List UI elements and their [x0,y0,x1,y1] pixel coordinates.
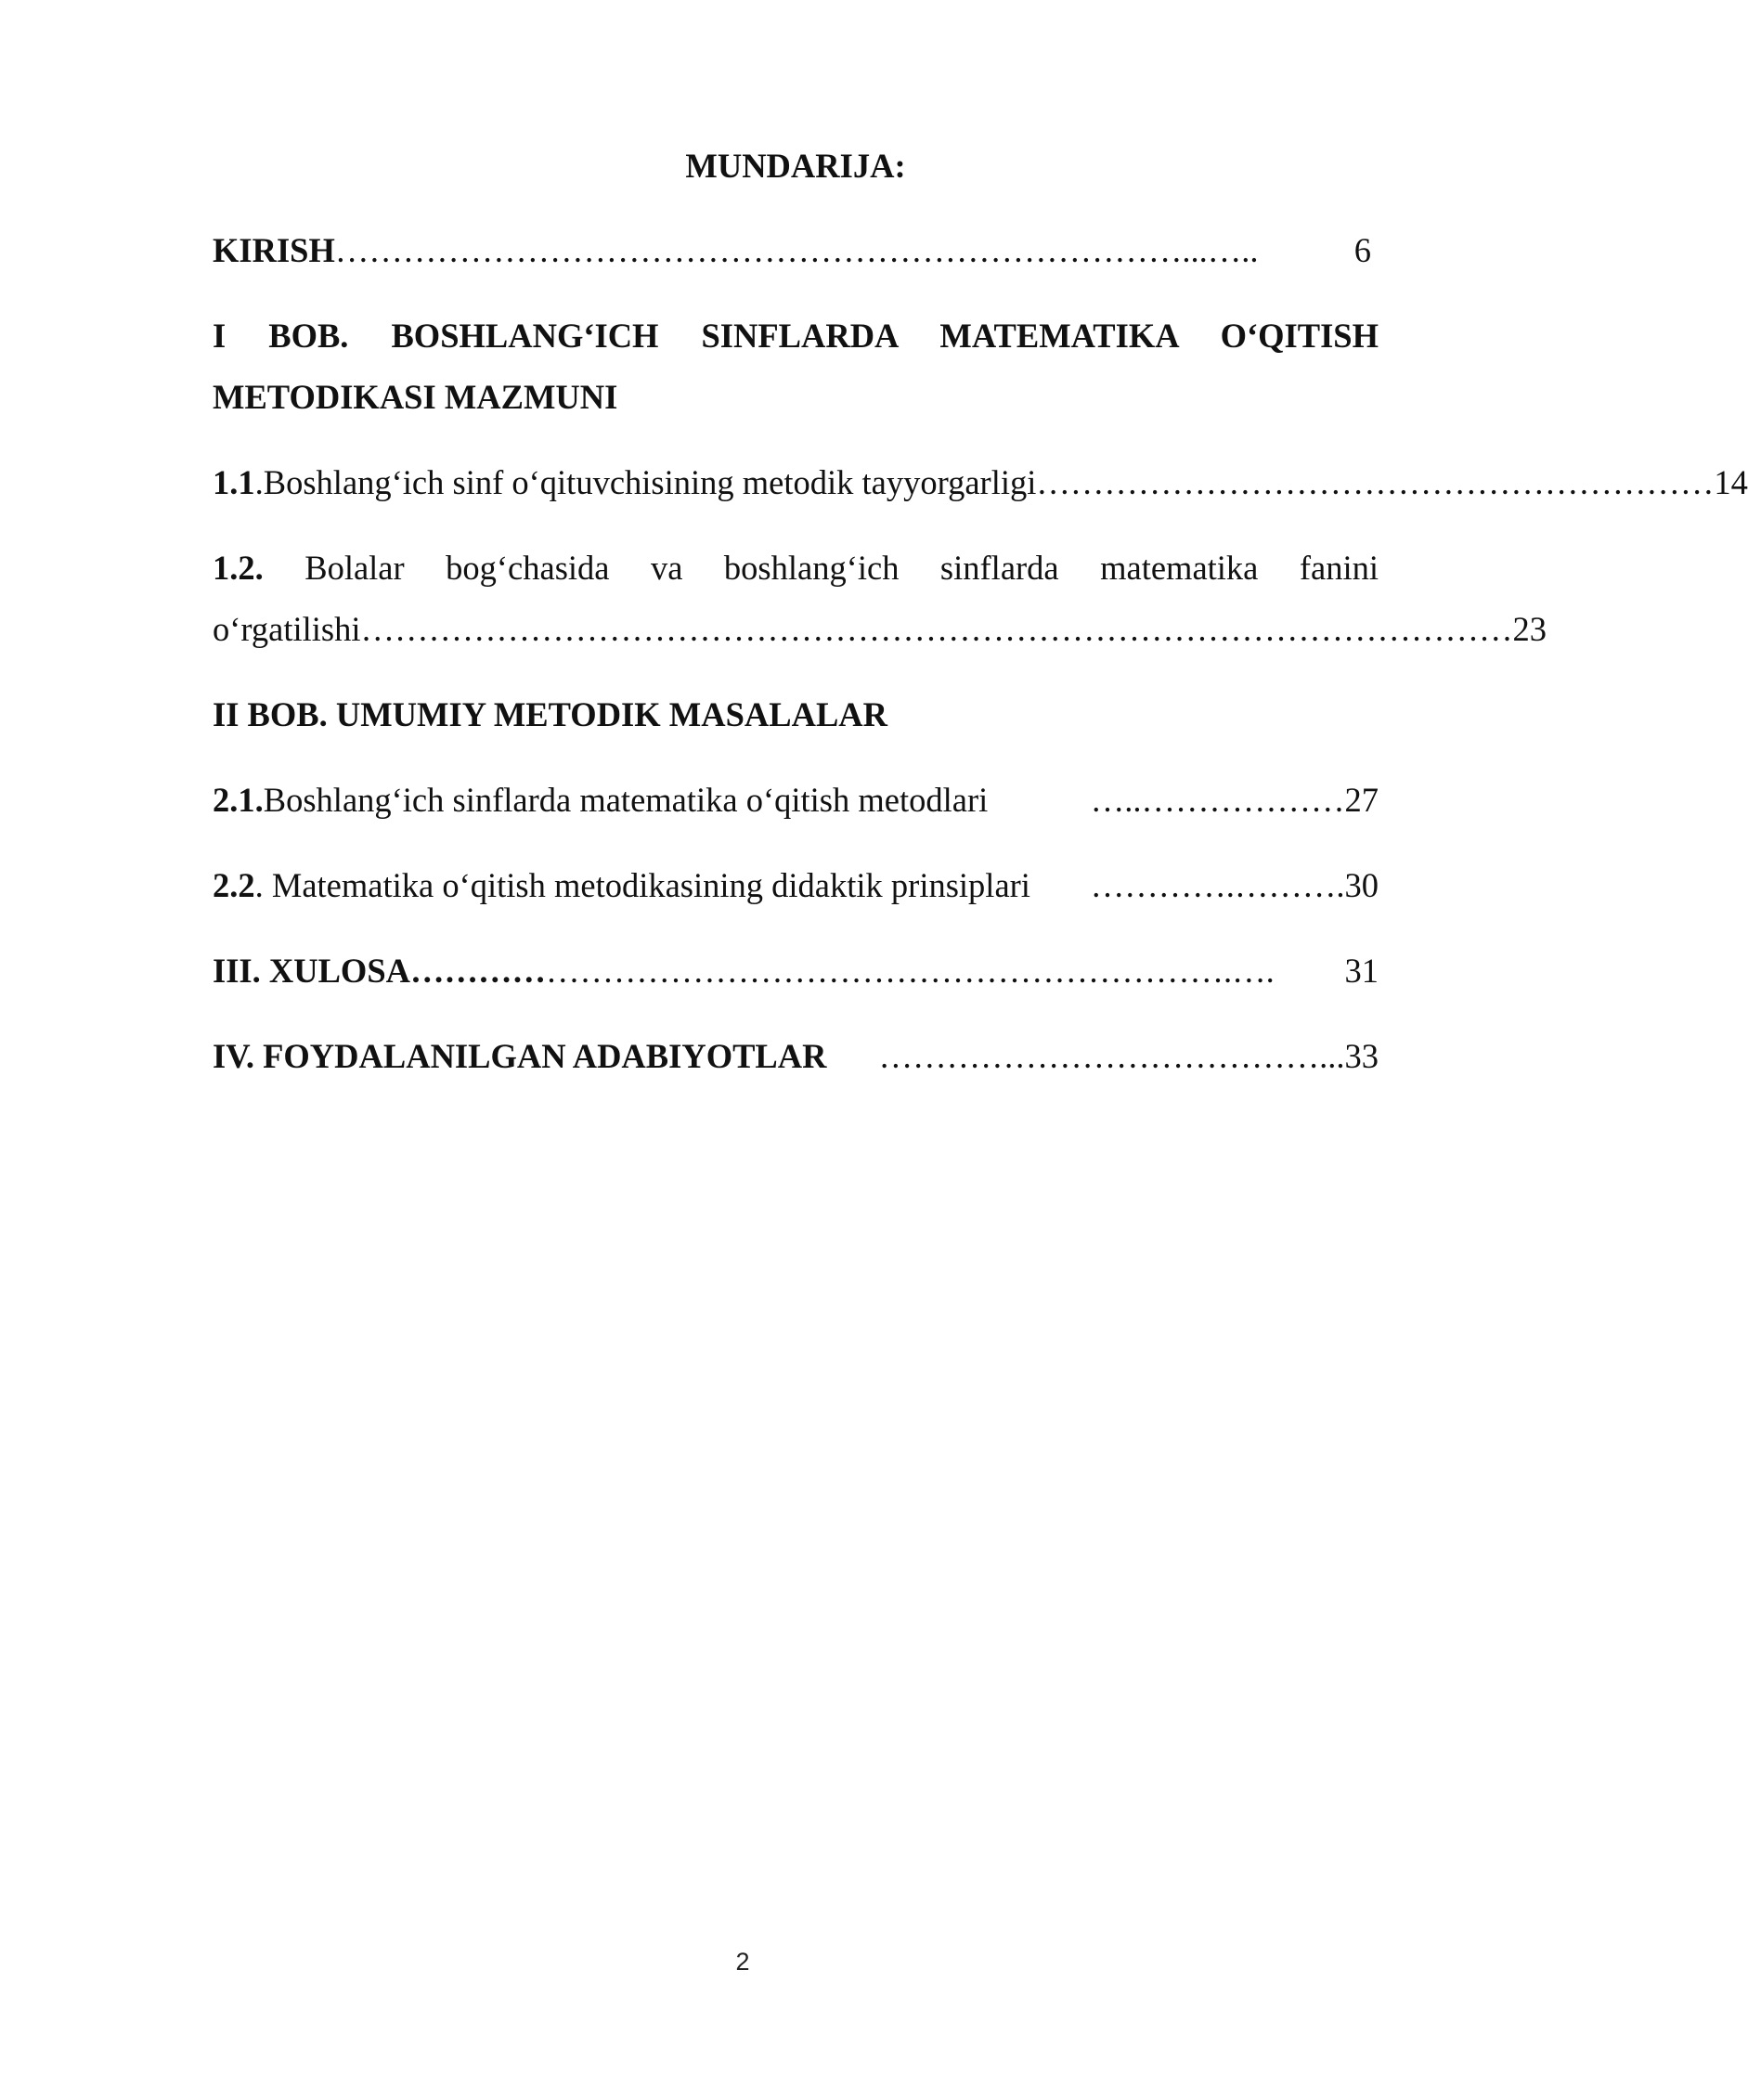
entry-label: . Matematika o‘qitish metodikasining didaktik prinsiplari [254,866,1030,904]
chapter-title-line-2: METODIKASI MAZMUNI [213,378,618,416]
toc-entry-1-2 [213,538,1547,660]
entry-page-number: 6 [1353,231,1371,269]
leader-dots: …………………………………………………… [1036,463,1715,501]
leader-dots: …………………………………………………….…. [545,952,1275,990]
entry-label-line-1 [213,538,1379,599]
toc-entry-chapter-2 [213,684,1379,745]
section-number: 1.1 [213,463,255,501]
entry-label: III. XULOSA [213,952,410,990]
entry-page-number: 33 [1344,1037,1379,1075]
toc-entry-1-1 [213,452,1748,513]
section-number: 2.1. [213,781,264,819]
bold-leader-dots: ………… [409,952,546,990]
entry-page-number: 30 [1344,866,1379,904]
entry-page-number: 14 [1714,463,1748,501]
toc-entry-adabiyotlar [213,1026,1379,1087]
entry-page-number: 23 [1512,610,1547,648]
entry-label-line-2: o‘rgatilishi [213,610,361,648]
chapter-title-line-1: I BOB. BOSHLANG‘ICH SINFLARDA MATEMATIKA O‘QITISH [213,317,1379,355]
entry-page-number: 31 [1344,952,1379,990]
toc-entry-2-2 [213,855,1379,916]
toc-entry-kirish [213,220,1379,281]
page-number: 2 [735,1948,750,1976]
entry-label: Bolalar bog‘chasida va boshlang‘ich sinflarda matematika fanini [263,549,1379,587]
chapter-title: II BOB. UMUMIY METODIK MASALALAR [213,695,888,733]
toc-entry-xulosa [213,940,1379,1002]
section-number: 1.2. [213,549,264,587]
entry-label: Boshlang‘ich sinflarda matematika o‘qitish metodlari [263,781,989,819]
leader-dots: …………………………………... [878,1037,1345,1075]
toc-title: MUNDARIJA: [685,147,906,185]
leader-dots: ………………………………………………………………………………………… [360,610,1513,648]
toc-entry-2-1 [213,770,1379,831]
entry-label: .Boshlang‘ich sinf o‘qituvchisining metodik tayyorgarligi [254,463,1037,501]
leader-dots: ………….………. [1090,866,1345,904]
leader-dots: …..……………… [1090,781,1345,819]
entry-page-number: 27 [1344,781,1379,819]
table-of-contents [213,136,1748,1111]
toc-entry-chapter-1 [213,305,1379,428]
leader-dots: …………………………………………………………………...….. [334,231,1259,269]
entry-label: IV. FOYDALANILGAN ADABIYOTLAR [213,1037,827,1075]
entry-label: KIRISH [213,231,335,269]
section-number: 2.2 [213,866,255,904]
